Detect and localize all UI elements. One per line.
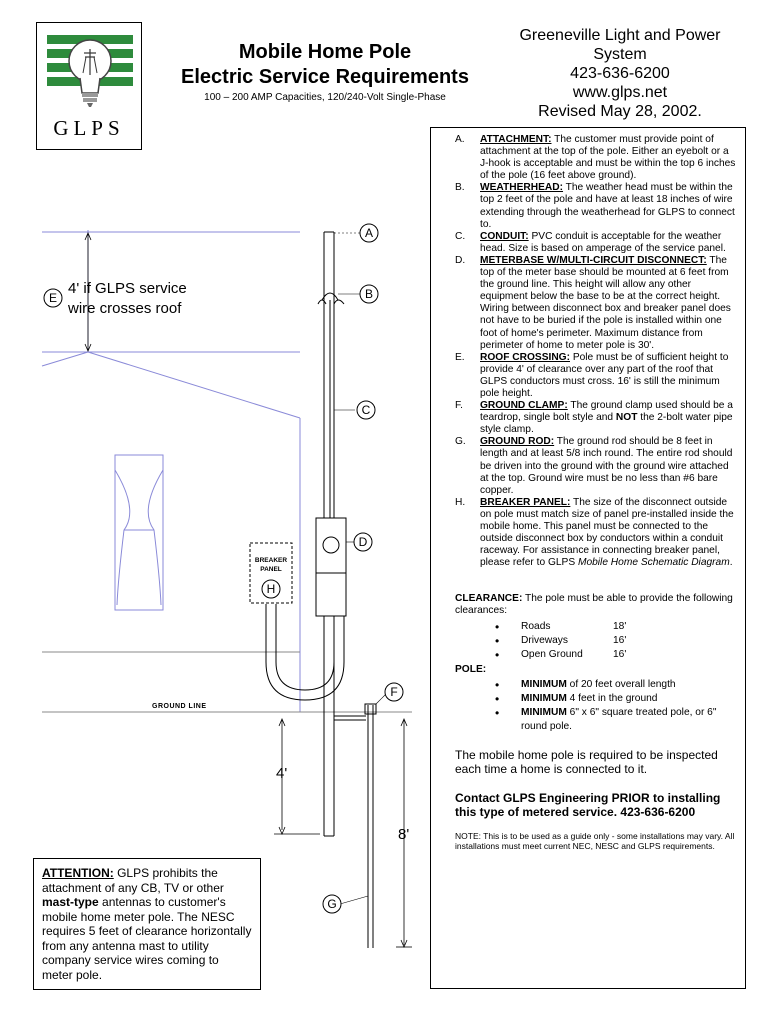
attention-heading: ATTENTION: xyxy=(42,866,114,880)
title-line-1: Mobile Home Pole xyxy=(238,41,412,63)
company-phone: 423-636-6200 xyxy=(570,65,670,82)
list-item: • Driveways 16' xyxy=(495,634,737,648)
requirement-d: D. METERBASE W/MULTI-CIRCUIT DISCONNECT: The top of the meter base should be mounted at 6 feet from the ground line. This height will allow any other equipment below the base to be at the correct height. Wiring between disconnect box and breaker panel does not have to be buried if the pole is installed within one foot of home's perimeter. Maximum distance from perimeter of home to meter pole is 30'. xyxy=(455,254,731,351)
clearance-section: CLEARANCE: The pole must be able to provide the following clearances: • Roads 18' • Driveways 16' • Open Ground 16' POLE: • MINIMUM of 20 feet overall length • MINIMUM 4 feet in the ground • MINIMUM 6" x 6" square treated pole, or 6" round pole. xyxy=(455,593,737,733)
meter-base xyxy=(316,518,346,616)
pole-diagram xyxy=(0,200,430,960)
glps-logo xyxy=(36,22,142,150)
company-name-2: System xyxy=(593,46,647,63)
callout-e: E xyxy=(48,291,58,305)
roof-note-line-2: wire crosses roof xyxy=(68,300,182,317)
list-item: • MINIMUM 6" x 6" square treated pole, or 6" round pole. xyxy=(495,706,737,734)
attention-box: ATTENTION: GLPS prohibits the attachment of any CB, TV or other mast-type antennas to customer's mobile home meter pole. The NESC requires 5 feet of clearance horizontally from any antenna mast to utility company service wires coming to meter pole. xyxy=(33,858,261,990)
requirement-g: G. GROUND ROD: The ground rod should be 8 feet in length and at least 5/8 inch round. The entire rod should be driven into the ground with the ground wire attached at the top. Ground wire must be no less than #6 bare copper. xyxy=(455,436,733,496)
roof-note-line-1: 4' if GLPS service xyxy=(68,280,187,297)
title-subtitle: 100 – 200 AMP Capacities, 120/240-Volt Single-Phase xyxy=(204,92,446,103)
depth-8-label: 8' xyxy=(398,826,410,843)
list-item: • MINIMUM of 20 feet overall length xyxy=(495,678,737,692)
breaker-label-1: BREAKER xyxy=(254,557,288,564)
title-line-2: Electric Service Requirements xyxy=(181,66,469,88)
pole-list xyxy=(495,678,737,734)
requirement-h: H. BREAKER PANEL: The size of the disconnect outside on pole must match size of panel pre-installed inside the mobile home. This panel must be connected to the outside disconnect box by conductors within a conduit raceway. For assistance in connecting breaker panel, please refer to GLPS Mobile Home Schematic Diagram. xyxy=(455,496,734,569)
callout-a: A xyxy=(364,226,374,240)
contact-note: Contact GLPS Engineering PRIOR to installing this type of metered service. 423-636-6200 xyxy=(455,790,721,819)
callout-f: F xyxy=(390,685,398,699)
weatherhead xyxy=(318,293,344,520)
callout-g: G xyxy=(327,897,337,911)
guide-note: NOTE: This is to be used as a guide only - some installations may vary. All installations must meet current NEC, NESC and GLPS requirements. xyxy=(455,830,735,852)
breaker-label-2: PANEL xyxy=(260,566,282,573)
requirement-c: C. CONDUIT: PVC conduit is acceptable for the weather head. Size is based on amperage of the service panel. xyxy=(455,230,726,254)
logo-text: GLPS xyxy=(53,116,125,140)
requirements-panel xyxy=(430,127,746,989)
company-info xyxy=(495,26,745,121)
revised-date: Revised May 28, 2002. xyxy=(538,103,702,120)
company-name-1: Greeneville Light and Power xyxy=(519,27,721,44)
list-item: • Roads 18' xyxy=(495,620,737,634)
callout-d: D xyxy=(358,535,368,549)
ground-line-label: GROUND LINE xyxy=(152,703,207,710)
list-item: • MINIMUM 4 feet in the ground xyxy=(495,692,737,706)
inspection-note: The mobile home pole is required to be inspected each time a home is connected to it. xyxy=(455,747,718,777)
list-item: • Open Ground 16' xyxy=(495,648,737,662)
clearance-list xyxy=(495,620,737,662)
callout-c: C xyxy=(361,403,371,417)
lightbulb-logo-icon xyxy=(37,23,143,123)
document-title xyxy=(160,40,490,103)
callout-h: H xyxy=(266,582,276,596)
requirement-e: E. ROOF CROSSING: Pole must be of sufficient height to provide 4' of clearance over any part of the roof that GLPS conductors must cross. 16' is still the minimum pole height. xyxy=(455,351,729,399)
depth-4-label: 4' xyxy=(276,765,288,782)
company-website: www.glps.net xyxy=(572,84,668,101)
requirement-b: B. WEATHERHEAD: The weather head must be within the top 2 feet of the pole and have at least 18 inches of wire extending through the weatherhead for GLPS to connect to. xyxy=(455,182,735,230)
pole-label: POLE: xyxy=(455,663,487,675)
requirement-f: F. GROUND CLAMP: The ground clamp used should be a teardrop, single bolt style and NOT the 2-bolt water pipe style clamp. xyxy=(455,400,733,436)
ground-rod xyxy=(334,704,376,948)
callout-b: B xyxy=(364,287,374,301)
requirement-a: A. ATTACHMENT: The customer must provide point of attachment at the top of the pole. Either an eyebolt or a J-hook is acceptable and must be within the top 6 inches of the pole (16 feet above ground). xyxy=(455,134,736,182)
